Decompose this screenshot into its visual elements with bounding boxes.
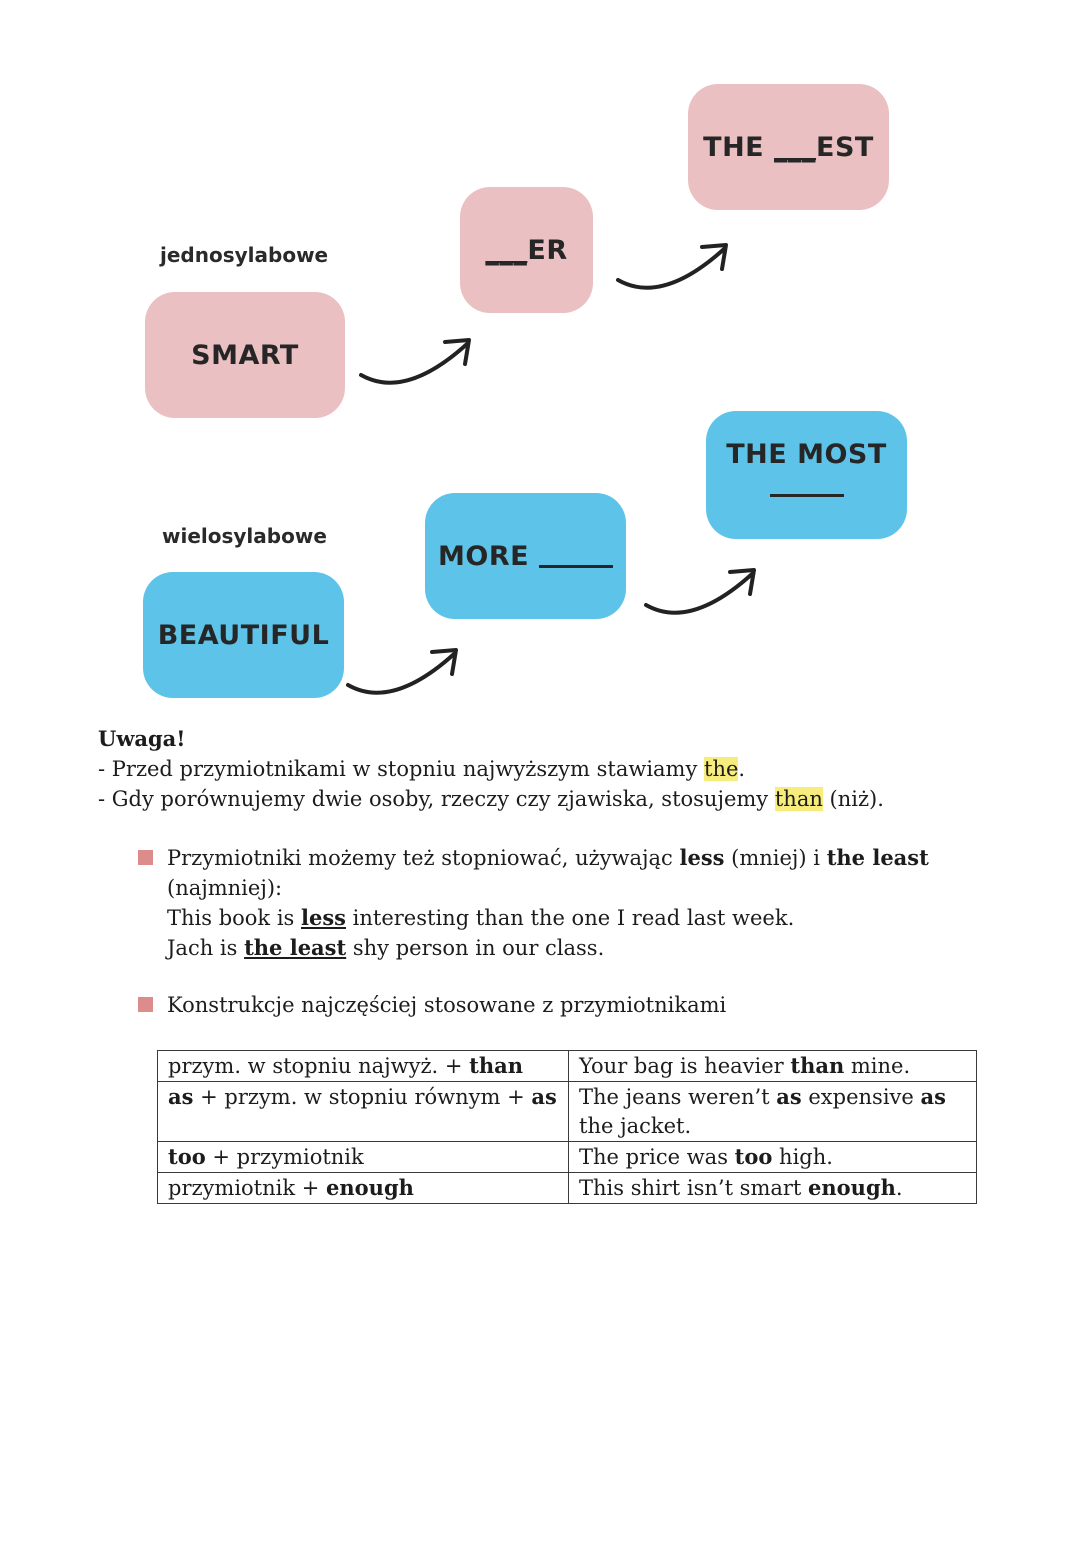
table-cell: Your bag is heavier than mine. [569, 1051, 977, 1082]
box-beautiful [143, 572, 344, 698]
box-smart [145, 292, 345, 418]
note-title: Uwaga! [98, 726, 186, 751]
note-line-2-end: (niż). [822, 787, 884, 811]
suffix-er: ER [527, 234, 568, 266]
box-superlative-most [706, 411, 907, 539]
arrow-icon [355, 330, 485, 395]
example-1-a: This book is [167, 906, 301, 930]
less-section [167, 843, 967, 963]
table-row [158, 1142, 977, 1173]
table-cell: przym. w stopniu najwyż. + than [158, 1051, 569, 1082]
less-word: less [679, 845, 725, 870]
note-line-2 [98, 784, 884, 814]
arrow-icon [612, 235, 742, 300]
note-line-2-text: - Gdy porównujemy dwie osoby, rzeczy czy zjawiska, stosujemy [98, 787, 775, 811]
box-superlative-est [688, 84, 889, 210]
example-1 [167, 903, 967, 933]
blank-most [770, 490, 844, 497]
table-row [158, 1051, 977, 1082]
note-line-1-text: - Przed przymiotnikami w stopniu najwyższym stawiamy [98, 757, 705, 781]
less-intro-a: Przymiotniki możemy też stopniować, używając [167, 846, 680, 870]
example-2-a: Jach is [167, 936, 245, 960]
label-one-syllable: jednosylabowe [160, 243, 329, 267]
table-cell: The jeans weren’t as expensive as the jacket. [569, 1082, 977, 1142]
less-intro-b: (mniej) i [724, 846, 827, 870]
table-cell: The price was too high. [569, 1142, 977, 1173]
the-least-word: the least [826, 845, 929, 870]
bullet-square-icon [138, 997, 153, 1012]
table-row [158, 1082, 977, 1142]
label-multi-syllable: wielosylabowe [162, 524, 327, 548]
table-cell: przymiotnik + enough [158, 1173, 569, 1204]
example-2-b: shy person in our class. [346, 936, 605, 960]
example-2-bold: the least [244, 935, 347, 960]
highlight-the: the [704, 757, 739, 781]
prefix-more: MORE [438, 540, 530, 572]
blank-est: ___ [774, 131, 817, 163]
box-beautiful-text: BEAUTIFUL [157, 619, 330, 651]
example-1-bold: less [301, 905, 346, 930]
note-line-1-end: . [738, 757, 746, 781]
box-comparative-more [425, 493, 626, 619]
table-cell: too + przymiotnik [158, 1142, 569, 1173]
arrow-icon [640, 560, 770, 625]
constructions-heading: Konstrukcje najczęściej stosowane z przymiotnikami [167, 993, 727, 1017]
example-2 [167, 933, 967, 963]
arrow-icon [342, 640, 472, 705]
table-cell: This shirt isn’t smart enough. [569, 1173, 977, 1204]
prefix-the: THE [703, 131, 765, 163]
prefix-the-most: THE MOST [726, 439, 887, 470]
less-intro [167, 843, 967, 873]
suffix-est: EST [816, 131, 874, 163]
highlight-than: than [774, 787, 823, 811]
blank-more [539, 545, 613, 568]
less-intro-c: (najmniej): [167, 876, 283, 900]
constructions-table [157, 1050, 977, 1204]
box-comparative-er [460, 187, 593, 313]
table-row [158, 1173, 977, 1204]
bullet-square-icon [138, 850, 153, 865]
box-smart-text: SMART [191, 339, 299, 371]
blank-er: ___ [485, 234, 528, 266]
note-line-1 [98, 754, 884, 784]
note-block [98, 724, 884, 814]
table-cell: as + przym. w stopniu równym + as [158, 1082, 569, 1142]
example-1-b: interesting than the one I read last week. [345, 906, 795, 930]
